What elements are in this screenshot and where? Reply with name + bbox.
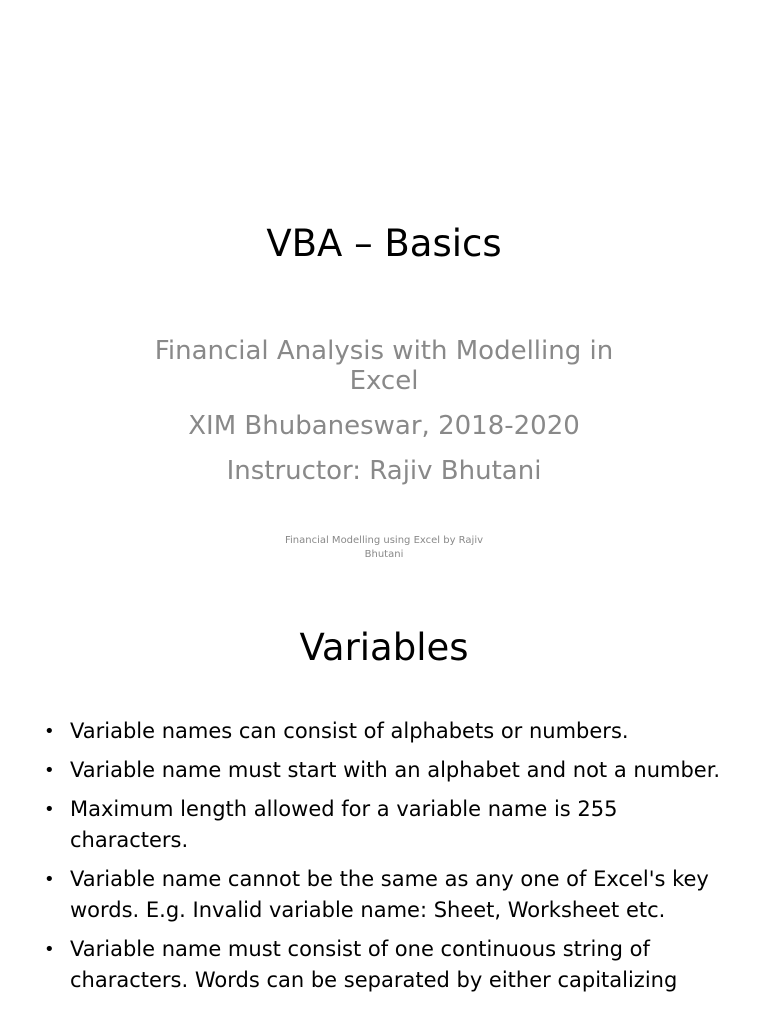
slide-footer: Financial Modelling using Excel by Rajiv Bhutani <box>284 535 484 560</box>
bullet-icon: • <box>44 760 55 781</box>
slide-subtitle <box>120 336 648 501</box>
subtitle-course: Financial Analysis with Modelling in Excel <box>154 336 614 396</box>
subtitle-institute: XIM Bhubaneswar, 2018-2020 <box>188 411 580 441</box>
bullet-text: Variable name must start with an alphabet and not a number. <box>70 758 721 782</box>
list-item <box>38 716 728 747</box>
bullet-text: Variable names can consist of alphabets or numbers. <box>70 719 629 743</box>
list-item <box>38 755 728 786</box>
bullet-list <box>38 716 728 1004</box>
bullet-icon: • <box>44 799 55 820</box>
bullet-text: Variable name must consist of one continuous string of characters. Words can be separated by either capitalizing <box>70 937 678 992</box>
list-item <box>38 794 728 856</box>
slide-title: VBA – Basics <box>266 222 502 265</box>
variables-slide <box>0 576 768 1024</box>
bullet-text: Maximum length allowed for a variable name is 255 characters. <box>70 797 618 852</box>
list-item <box>38 934 728 996</box>
bullet-text: Variable name cannot be the same as any one of Excel's key words. E.g. Invalid variable name: Sheet, Worksheet etc. <box>70 867 709 922</box>
subtitle-instructor: Instructor: Rajiv Bhutani <box>226 456 542 486</box>
list-item <box>38 864 728 926</box>
bullet-icon: • <box>44 869 55 890</box>
bullet-icon: • <box>44 721 55 742</box>
bullet-icon: • <box>44 939 55 960</box>
variables-title: Variables <box>299 626 469 669</box>
